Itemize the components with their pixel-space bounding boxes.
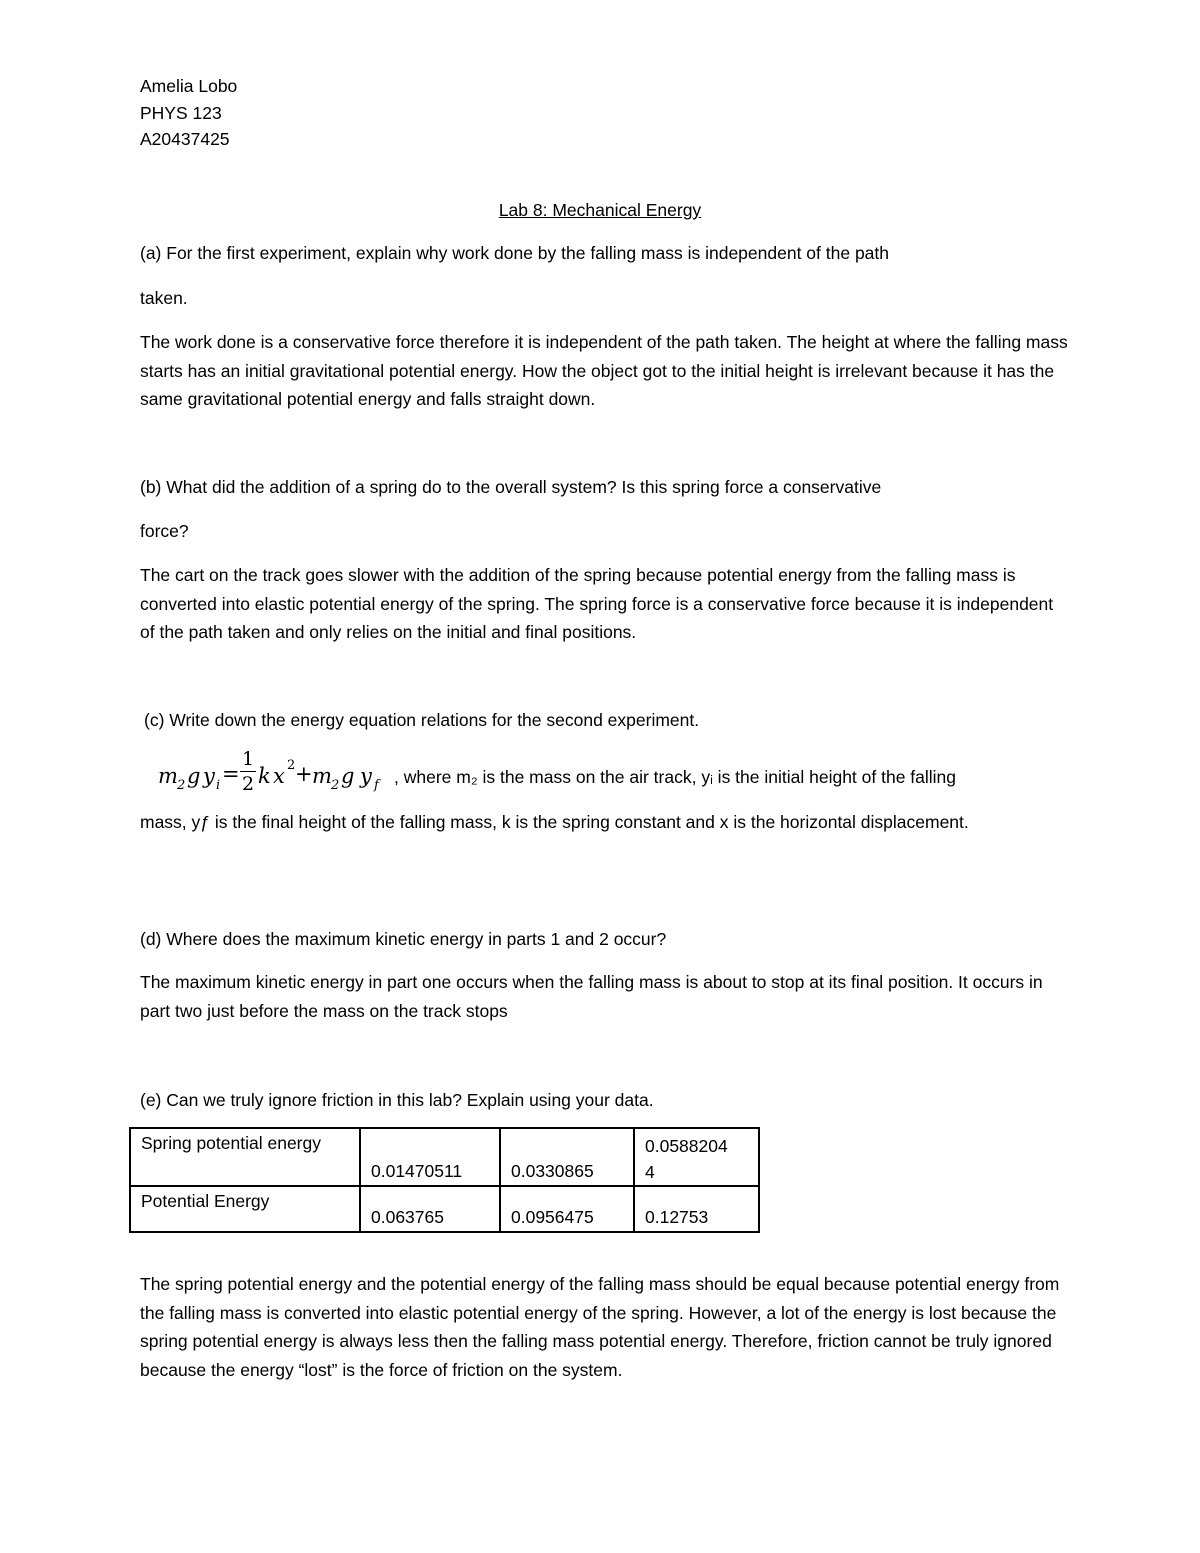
question-a: (a) For the first experiment, explain why work done by the falling mass is independent of the path bbox=[140, 243, 890, 263]
question-c: (c) Write down the energy equation relations for the second experiment. bbox=[144, 710, 700, 730]
row-label: Spring potential energy bbox=[130, 1128, 360, 1186]
answer-b: The cart on the track goes slower with the addition of the spring because potential energy from the falling mass is converted into elastic potential energy of the spring. The spring force is a conservative force because it is independent of the path taken and only relies on the initial and final positions. bbox=[140, 565, 1054, 643]
table-cell: 0.0588204 4 bbox=[634, 1128, 759, 1186]
answer-a: The work done is a conservative force therefore it is independent of the path taken. The height at where the falling mass starts has an initial gravitational potential energy. How the object got to the initial height is irrelevant because it has the same gravitational potential energy and falls straight down. bbox=[140, 332, 1068, 410]
table-row bbox=[130, 1128, 759, 1186]
table-cell: 0.063765 bbox=[360, 1186, 500, 1232]
question-a-cont: taken. bbox=[140, 288, 188, 308]
question-b: (b) What did the addition of a spring do to the overall system? Is this spring force a conservative bbox=[140, 477, 882, 497]
energy-data-table bbox=[129, 1127, 760, 1233]
answer-c: mass, yƒ is the final height of the falling mass, k is the spring constant and x is the horizontal displacement. bbox=[140, 812, 969, 832]
page-title: Lab 8: Mechanical Energy bbox=[498, 200, 702, 220]
table-cell: 0.01470511 bbox=[360, 1128, 500, 1186]
table-cell: 0.0330865 bbox=[500, 1128, 634, 1186]
question-b-cont: force? bbox=[140, 521, 189, 541]
table-row bbox=[130, 1186, 759, 1232]
course-code: PHYS 123 bbox=[140, 103, 222, 123]
author-name: Amelia Lobo bbox=[140, 76, 238, 96]
question-d: (d) Where does the maximum kinetic energy in parts 1 and 2 occur? bbox=[140, 929, 667, 949]
answer-e: The spring potential energy and the potential energy of the falling mass should be equal because potential energy from the falling mass is converted into elastic potential energy of the spring. However, a lot of the energy is lost because the spring potential energy is always less then the falling mass potential energy. Therefore, friction cannot be truly ignored because the energy “lost” is the force of friction on the system. bbox=[140, 1274, 1060, 1380]
answer-d: The maximum kinetic energy in part one occurs when the falling mass is about to stop at its final position. It occurs in part two just before the mass on the track stops bbox=[140, 972, 1043, 1021]
table-cell: 0.0956475 bbox=[500, 1186, 634, 1232]
table-cell: 0.12753 bbox=[634, 1186, 759, 1232]
student-id: A20437425 bbox=[140, 129, 230, 149]
equation-fraction: 1 2 bbox=[241, 748, 255, 795]
energy-equation: m 2 g y i = 1 2 k x 2 + m 2 g y f , where m₂ is the mass on the air track, yᵢ is the initial height of the falling bbox=[158, 748, 957, 795]
question-e: (e) Can we truly ignore friction in this lab? Explain using your data. bbox=[140, 1090, 654, 1110]
equation-explanation: , where m₂ is the mass on the air track, yᵢ is the initial height of the falling bbox=[394, 767, 957, 787]
row-label: Potential Energy bbox=[130, 1186, 360, 1232]
